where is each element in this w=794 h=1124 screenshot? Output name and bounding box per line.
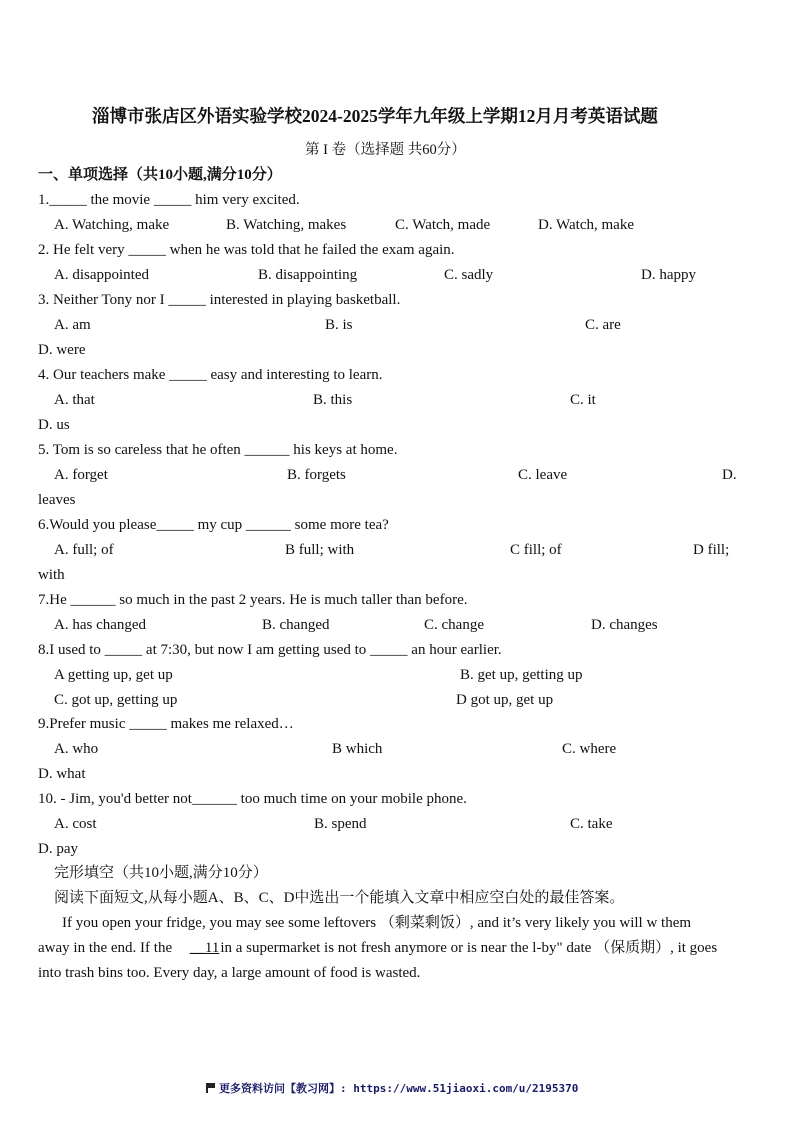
question-10-option-b: B. spend: [314, 816, 367, 832]
question-5-option-c: C. leave: [518, 467, 568, 483]
question-8-option-d: D got up, get up: [456, 692, 554, 708]
question-10-stem: 10. - Jim, you'd better not______ too much time on your mobile phone.: [38, 791, 467, 807]
question-8-stem: 8.I used to _____ at 7:30, but now I am getting used to _____ an hour earlier.: [38, 642, 502, 658]
question-5-option-a: A. forget: [54, 467, 108, 483]
question-5-stem: 5. Tom is so careless that he often ______ his keys at home.: [38, 442, 398, 458]
passage-line-1: If you open your fridge, you may see some leftovers （剩菜剩饭）, and it’s very likely you will w them: [62, 915, 692, 931]
question-4-option-a: A. that: [54, 392, 95, 408]
question-6-option-b: B full; with: [285, 542, 355, 558]
question-10-option-a: A. cost: [54, 816, 97, 832]
question-4-option-d: D. us: [38, 417, 70, 433]
question-8-option-b: B. get up, getting up: [460, 667, 583, 683]
question-1-option-d: D. Watch, make: [538, 217, 634, 233]
question-2-option-d: D. happy: [641, 267, 696, 283]
question-7-option-c: C. change: [424, 617, 484, 633]
question-2-option-a: A. disappointed: [54, 267, 149, 283]
passage-line-2-start: away in the end. If the: [38, 940, 173, 956]
paper-subtitle: 第 I 卷（选择题 共60分）: [305, 142, 466, 158]
cloze-blank-11: __11: [189, 940, 220, 956]
question-2-stem: 2. He felt very _____ when he was told that he failed the exam again.: [38, 242, 455, 258]
question-3-option-a: A. am: [54, 317, 91, 333]
question-9-option-b: B which: [332, 741, 383, 757]
question-6-option-d-label: D fill;: [693, 542, 730, 558]
passage-line-2-end: in a supermarket is not fresh anymore or is near the l-by" date （保质期）, it goes: [220, 940, 718, 956]
question-1-option-b: B. Watching, makes: [226, 217, 347, 233]
passage-line-2: [38, 938, 717, 958]
question-8-option-c: C. got up, getting up: [54, 692, 178, 708]
question-1-option-c: C. Watch, made: [395, 217, 491, 233]
page-title: 淄博市张店区外语实验学校2024-2025学年九年级上学期12月月考英语试题: [92, 106, 658, 126]
section-heading-choice: 一、单项选择（共10小题,满分10分）: [38, 167, 282, 183]
question-10-option-c: C. take: [570, 816, 613, 832]
question-10-option-d: D. pay: [38, 841, 78, 857]
question-7-option-d: D. changes: [591, 617, 658, 633]
question-6-option-d-text: with: [38, 567, 65, 583]
question-9-option-d: D. what: [38, 766, 86, 782]
footer-text: 更多资料访问【教习网】: https://www.51jiaoxi.com/u/2195370: [219, 1082, 579, 1095]
question-4-stem: 4. Our teachers make _____ easy and interesting to learn.: [38, 367, 383, 383]
question-6-stem: 6.Would you please_____ my cup ______ some more tea?: [38, 517, 389, 533]
question-1-option-a: A. Watching, make: [54, 217, 170, 233]
question-9-option-c: C. where: [562, 741, 617, 757]
question-2-option-b: B. disappointing: [258, 267, 358, 283]
question-3-option-d: D. were: [38, 342, 86, 358]
question-7-option-b: B. changed: [262, 617, 330, 633]
question-3-stem: 3. Neither Tony nor I _____ interested in playing basketball.: [38, 292, 401, 308]
question-5-option-d-text: leaves: [38, 492, 76, 508]
question-4-option-c: C. it: [570, 392, 596, 408]
question-7-stem: 7.He ______ so much in the past 2 years. He is much taller than before.: [38, 592, 468, 608]
question-1-stem: 1._____ the movie _____ him very excited.: [38, 192, 300, 208]
question-9-option-a: A. who: [54, 741, 99, 757]
question-6-option-a: A. full; of: [54, 542, 114, 558]
cloze-instruction: 阅读下面短文,从每小题A、B、C、D中选出一个能填入文章中相应空白处的最佳答案。: [54, 890, 625, 906]
flag-icon: [206, 1083, 215, 1093]
passage-line-3: into trash bins too. Every day, a large amount of food is wasted.: [38, 965, 421, 981]
question-3-option-c: C. are: [585, 317, 621, 333]
question-2-option-c: C. sadly: [444, 267, 494, 283]
section-heading-cloze: 完形填空（共10小题,满分10分）: [54, 865, 268, 881]
question-4-option-b: B. this: [313, 392, 353, 408]
question-9-stem: 9.Prefer music _____ makes me relaxed…: [38, 716, 294, 732]
question-5-option-d-label: D.: [722, 467, 737, 483]
footer-link[interactable]: [206, 1082, 578, 1096]
question-5-option-b: B. forgets: [287, 467, 346, 483]
question-6-option-c: C fill; of: [510, 542, 562, 558]
question-8-option-a: A getting up, get up: [54, 667, 173, 683]
question-7-option-a: A. has changed: [54, 617, 147, 633]
question-3-option-b: B. is: [325, 317, 353, 333]
